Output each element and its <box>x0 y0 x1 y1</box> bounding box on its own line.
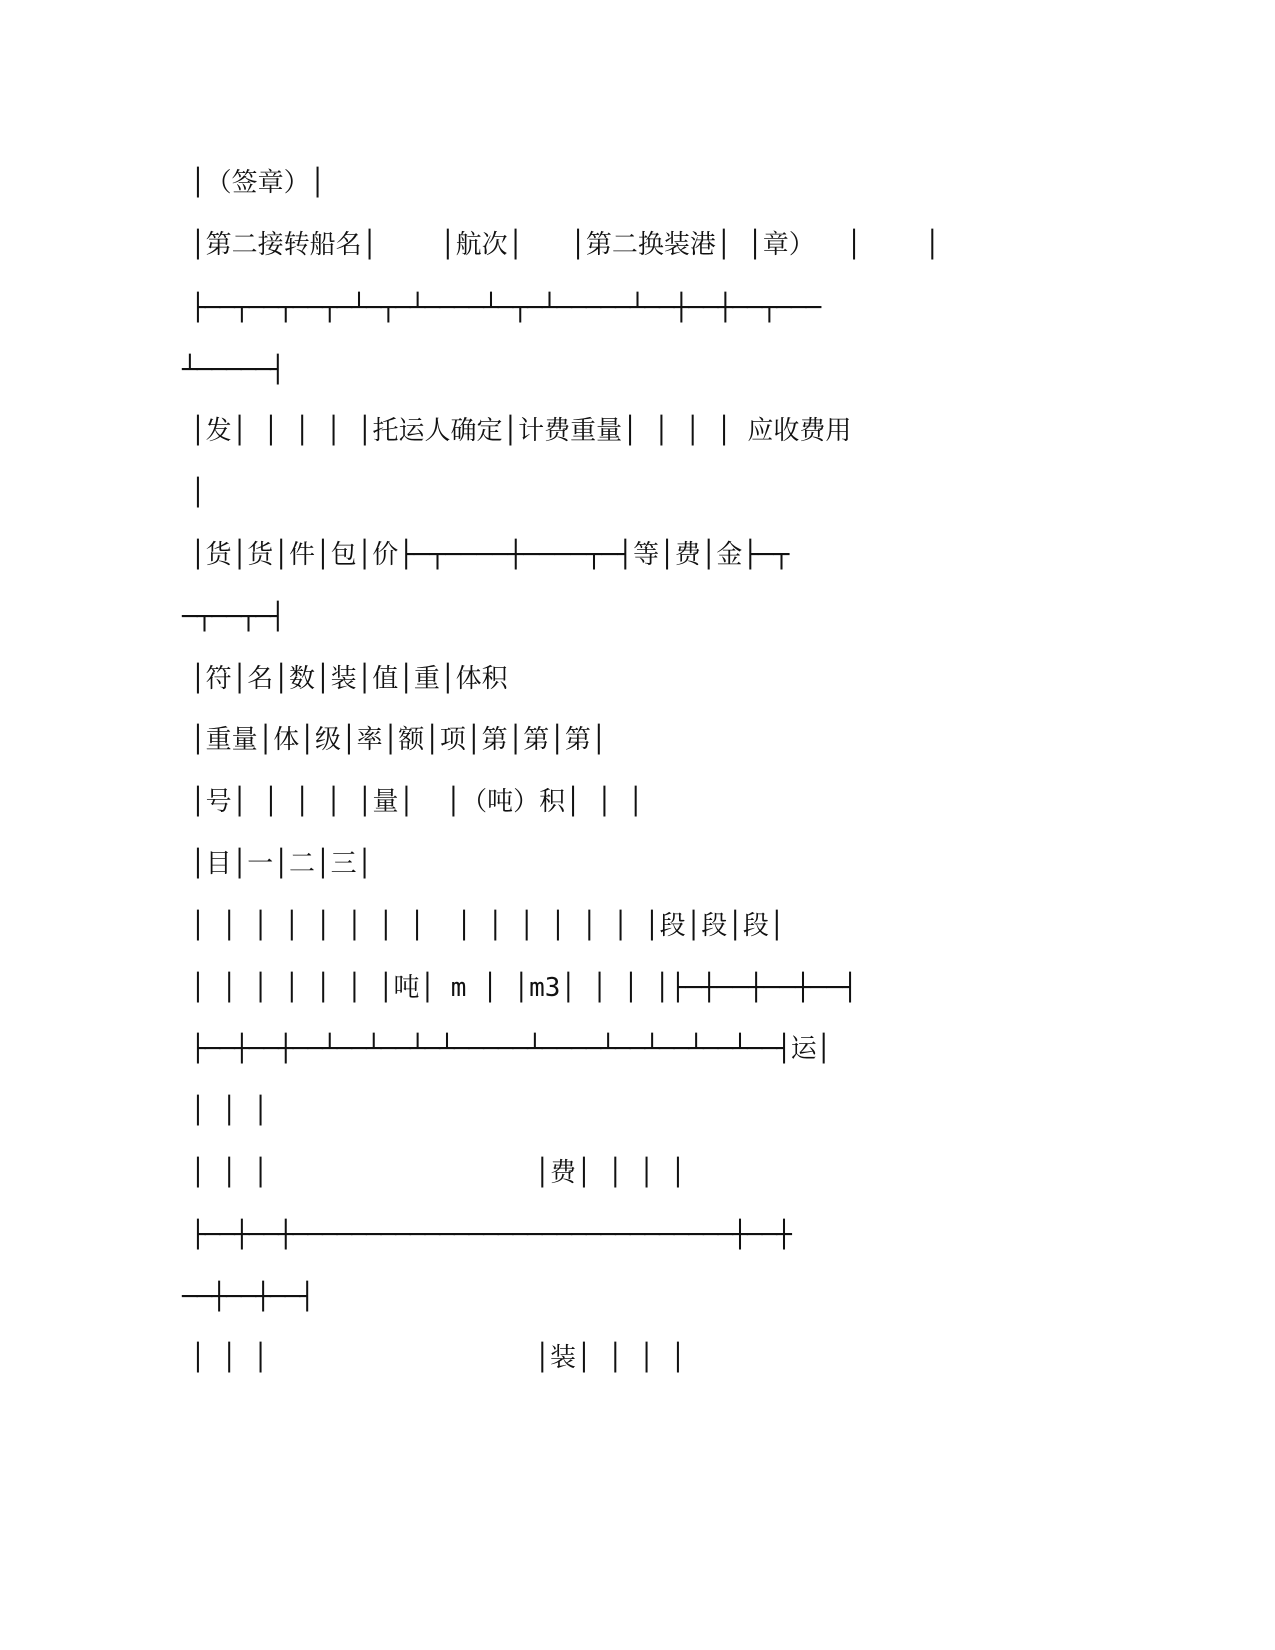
table-border-line: ├──┼──┼──┴──┴──┴─┴─────┴────┴──┴──┴──┴──┤运│ <box>190 1034 831 1064</box>
text-line: │号│ │ │ │ │量│ │（吨）积│ │ │ <box>190 787 644 817</box>
text-line: │发│ │ │ │ │托运人确定│计费重量│ │ │ │ 应收费用 <box>190 416 852 446</box>
text-line: │第二接转船名│ │航次│ │第二换装港│ │章） │ │ <box>190 230 941 260</box>
text-line: │ │ │ │ │ │ │ │ │ │ │ │ │ │ │段│段│段│ <box>190 911 785 941</box>
text-line: │ │ │ <box>190 1096 269 1126</box>
table-border-line: ──┼──┼──┤ <box>182 1282 314 1312</box>
text-line: │重量│体│级│率│额│项│第│第│第│ <box>190 725 607 755</box>
text-line: │ <box>190 478 206 508</box>
text-line: │ │ │ │装│ │ │ │ <box>190 1343 686 1373</box>
text-line: │目│一│二│三│ <box>190 849 373 879</box>
table-border-line: ─┬──┬─┤ <box>182 602 285 632</box>
text-line: │符│名│数│装│值│重│体积 <box>190 664 508 694</box>
text-line: │ │ │ │ │ │ │吨│ m │ │m3│ │ │ │├─┼──┼──┼──┤ <box>190 973 858 1003</box>
text-line: │货│货│件│包│价├─┬────┼────┬─┤等│费│金├─┬ <box>190 540 790 570</box>
table-border-line: ├──┼──┼──────────────────────────────┼──┼ <box>190 1220 791 1250</box>
table-border-line: ├──┬──┬──┬─┴─┬─┴────┴─┬─┴─────┴──┼──┼──┬─── <box>190 293 821 323</box>
text-line: │（签章）│ <box>190 168 326 198</box>
table-border-line: ┴─────┤ <box>182 355 285 385</box>
text-line: │ │ │ │费│ │ │ │ <box>190 1158 686 1188</box>
